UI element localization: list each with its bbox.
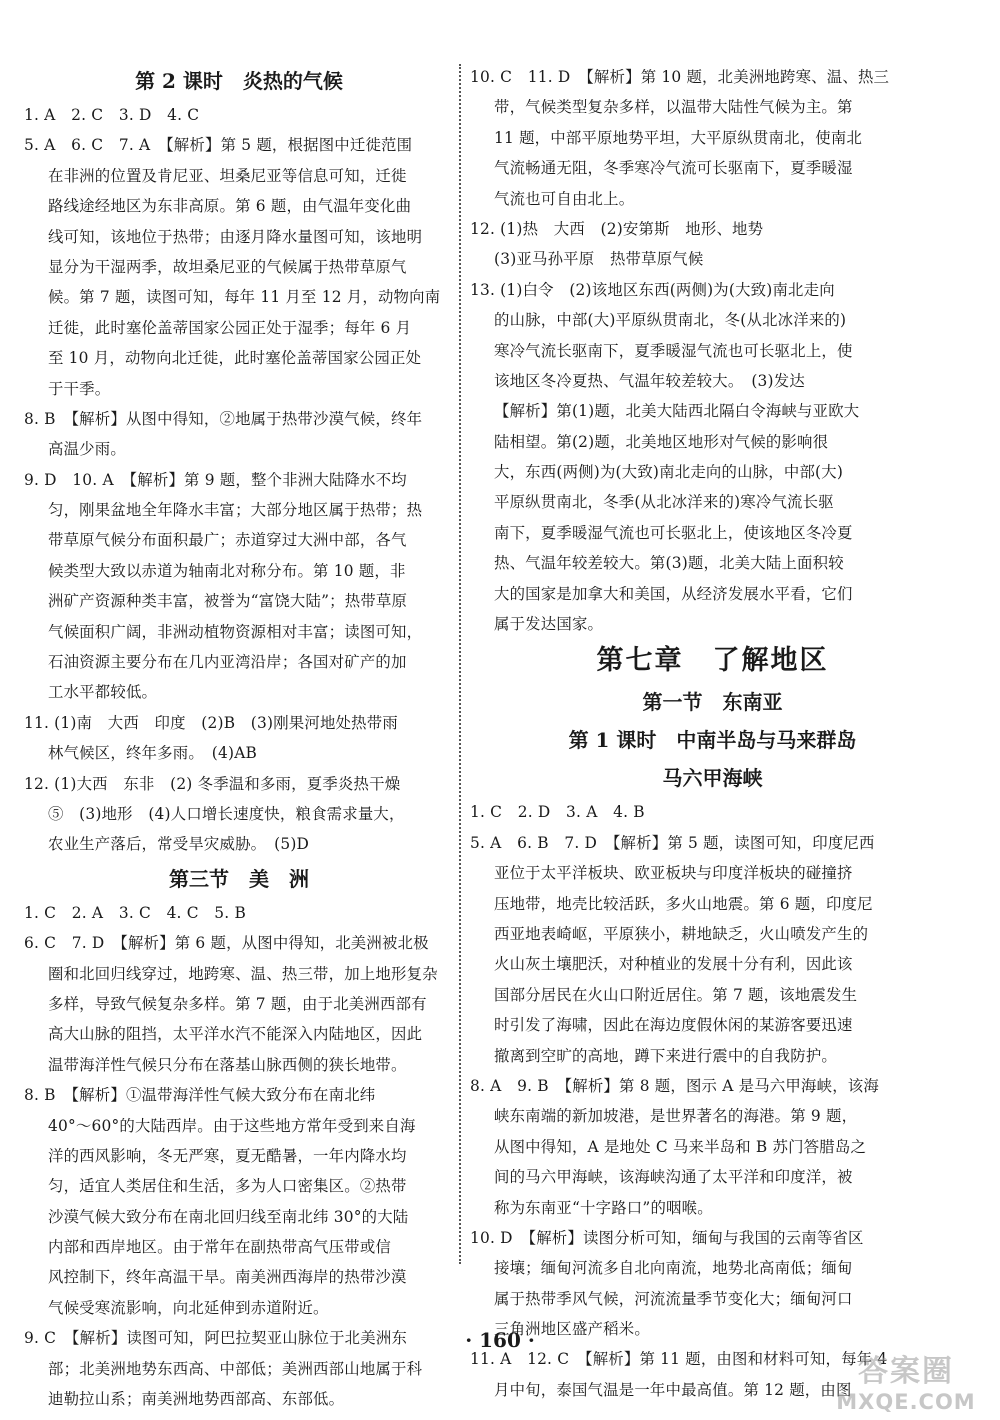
answer-line: 候。第 7 题，读图可知，每年 11 月至 12 月，动物向南 <box>48 288 441 307</box>
answer-line: 气候面积广阔，非洲动植物资源相对丰富；读图可知， <box>48 622 423 641</box>
page-number: · 160 · <box>465 1328 535 1352</box>
answer-line: 风控制下，终年高温干旱。南美洲西海岸的热带沙漠 <box>48 1268 407 1287</box>
answer-line: 气流也可自由北上。 <box>494 189 635 208</box>
answer-line: 属于发达国家。 <box>494 615 604 634</box>
answer-line: 西亚地表崎岖，平原狭小，耕地缺乏，火山喷发产生的 <box>494 924 869 943</box>
answer-line: 10. D 【解析】读图分析可知，缅甸与我国的云南等省区 <box>470 1228 864 1247</box>
answer-line: ⑤ (3)地形 (4)人口增长速度快，粮食需求量大， <box>48 804 405 823</box>
answer-line: 12. (1)热 大西 (2)安第斯 地形、地势 <box>470 219 764 238</box>
watermark-title: 答案圈 <box>858 1354 954 1389</box>
answer-line: 部；北美洲地势东西高、中部低；美洲西部山地属于科 <box>48 1359 423 1378</box>
answer-line: 多样，导致气候复杂多样。第 7 题，由于北美洲西部有 <box>48 994 427 1013</box>
answer-line: 间的马六甲海峡，该海峡沟通了太平洋和印度洋，被 <box>494 1168 853 1187</box>
answer-line: 匀，适宜人类居住和生活，多为人口密集区。②热带 <box>48 1177 407 1196</box>
answer-line: 12. (1)大西 东非 (2) 冬季温和多雨，夏季炎热干燥 <box>24 774 401 793</box>
answer-line: 高大山脉的阻挡，太平洋水汽不能深入内陆地区，因此 <box>48 1025 423 1044</box>
answer-line: 火山灰土壤肥沃，对种植业的发展十分有利，因此该 <box>494 955 853 974</box>
answer-line: 候类型大致以赤道为轴南北对称分布。第 10 题，非 <box>48 561 406 580</box>
answer-line: 工水平都较低。 <box>48 683 158 702</box>
answer-line: 三角洲地区盛产稻米。 <box>494 1320 650 1339</box>
answer-line: 显分为干湿两季，故坦桑尼亚的气候属于热带草原气 <box>48 257 407 276</box>
watermark-logo <box>820 1346 992 1414</box>
answer-line: 从图中得知，A 是地处 C 马来半岛和 B 苏门答腊岛之 <box>494 1137 867 1156</box>
left-column <box>24 62 454 1414</box>
answer-line: 1. A 2. C 3. D 4. C <box>24 106 200 124</box>
answer-line: (3)亚马孙平原 热带草原气候 <box>494 250 704 269</box>
answer-line: 迪勒拉山系；南美洲地势西部高、东部低。 <box>48 1390 345 1409</box>
answer-line: 11. (1)南 大西 印度 (2)B (3)刚果河地处热带雨 <box>24 713 398 732</box>
answer-line: 寒冷气流长驱南下，夏季暖湿气流也可长驱北上，使 <box>494 341 853 360</box>
answer-line: 【解析】第(1)题，北美大陆西北隔白令海峡与亚欧大 <box>494 402 860 421</box>
answer-line: 接壤；缅甸河流多自北向南流，地势北高南低；缅甸 <box>494 1259 853 1278</box>
answer-line: 路线途经地区为东非高原。第 6 题，由气温年变化曲 <box>48 197 412 216</box>
answer-line: 峡东南端的新加坡港，是世界著名的海港。第 9 题， <box>494 1107 858 1126</box>
section-heading: 第一节 东南亚 <box>642 690 783 715</box>
answer-line: 该地区冬冷夏热、气温年较差较大。 (3)发达 <box>494 371 805 390</box>
answer-line: 农业生产落后，常受旱灾威胁。 (5)D <box>48 835 310 854</box>
answer-line: 9. D 10. A 【解析】第 9 题，整个非洲大陆降水不均 <box>24 470 407 489</box>
answer-line: 8. B 【解析】①温带海洋性气候大致分布在南北纬 <box>24 1086 376 1105</box>
section-heading: 马六甲海峡 <box>662 766 763 791</box>
answer-line: 气候受寒流影响，向北延伸到赤道附近。 <box>48 1298 329 1317</box>
answer-line: 国部分居民在火山口附近居住。第 7 题，该地震发生 <box>494 985 858 1004</box>
chapter-heading: 第七章 了解地区 <box>596 645 829 677</box>
answer-line: 的山脉，中部(大)平原纵贯南北，冬(从北冰洋来的) <box>494 311 847 330</box>
section-heading: 第三节 美 洲 <box>169 866 309 891</box>
answer-line: 内部和西岸地区。由于常年在副热带高气压带或信 <box>48 1238 391 1257</box>
answer-line: 南下，夏季暖湿气流也可长驱北上，使该地区冬冷夏 <box>494 523 853 542</box>
answer-line: 林气候区，终年多雨。 (4)AB <box>48 744 258 763</box>
answer-line: 迁徙，此时塞伦盖蒂国家公园正处于湿季；每年 6 月 <box>48 318 412 337</box>
section-heading: 第 1 课时 中南半岛与马来群岛 <box>568 728 857 753</box>
column-divider <box>459 64 461 1264</box>
answer-line: 圈和北回归线穿过，地跨寒、温、热三带，加上地形复杂 <box>48 964 438 983</box>
answer-line: 月中旬，泰国气温是一年中最高值。第 12 题，由图 <box>494 1380 852 1399</box>
answer-line: 亚位于太平洋板块、欧亚板块与印度洋板块的碰撞挤 <box>494 864 853 883</box>
answer-line: 8. A 9. B 【解析】第 8 题，图示 A 是马六甲海峡，该海 <box>470 1076 879 1095</box>
answer-line: 时引发了海啸，因此在海边度假休闲的某游客要迅速 <box>494 1016 853 1035</box>
answer-line: 1. C 2. A 3. C 4. C 5. B <box>24 903 246 922</box>
answer-line: 10. C 11. D 【解析】第 10 题，北美洲地跨寒、温、热三 <box>470 68 890 86</box>
answer-line: 11 题，中部平原地势平坦，大平原纵贯南北，使南北 <box>494 128 863 147</box>
right-column <box>470 62 955 1405</box>
answer-line: 热、气温年较差较大。第(3)题，北美大陆上面积较 <box>494 554 844 573</box>
answer-line: 5. A 6. B 7. D 【解析】第 5 题，读图可知，印度尼西 <box>470 833 875 852</box>
answer-line: 洲矿产资源种类丰富，被誉为“富饶大陆”；热带草原 <box>48 592 408 611</box>
answer-line: 属于热带季风气候，河流流量季节变化大；缅甸河口 <box>494 1289 853 1308</box>
answer-line: 大，东西(两侧)为(大致)南北走向的山脉，中部(大) <box>494 463 844 482</box>
answer-line: 称为东南亚“十字路口”的咽喉。 <box>494 1198 713 1217</box>
answer-line: 13. (1)白令 (2)该地区东西(两侧)为(大致)南北走向 <box>470 280 835 299</box>
answer-line: 气流畅通无阻，冬季寒冷气流可长驱南下，夏季暖湿 <box>494 159 853 178</box>
answer-line: 匀，刚果盆地全年降水丰富；大部分地区属于热带；热 <box>48 501 423 520</box>
answer-line: 压地带，地壳比较活跃，多火山地震。第 6 题，印度尼 <box>494 894 873 913</box>
answer-line: 至 10 月，动物向北迁徙，此时塞伦盖蒂国家公园正处 <box>48 349 422 368</box>
answer-line: 平原纵贯南北，冬季(从北冰洋来的)寒冷气流长驱 <box>494 493 834 512</box>
answer-line: 9. C 【解析】读图可知，阿巴拉契亚山脉位于北美洲东 <box>24 1329 408 1348</box>
answer-line: 6. C 7. D 【解析】第 6 题，从图中得知，北美洲被北极 <box>24 934 429 953</box>
answer-line: 沙漠气候大致分布在南北回归线至南北纬 30°的大陆 <box>48 1207 409 1226</box>
answer-line: 5. A 6. C 7. A 【解析】第 5 题，根据图中迁徙范围 <box>24 136 413 155</box>
answer-line: 于干季。 <box>48 379 111 398</box>
answer-line: 1. C 2. D 3. A 4. B <box>470 803 645 822</box>
answer-line: 11. A 12. C 【解析】第 11 题，由图和材料可知，每年 4 <box>470 1350 888 1369</box>
answer-line: 线可知，该地位于热带；由逐月降水量图可知，该地明 <box>48 227 423 246</box>
answer-line: 大的国家是加拿大和美国，从经济发展水平看，它们 <box>494 584 853 603</box>
watermark-url: MXQE.COM <box>836 1390 976 1414</box>
answer-line: 温带海洋性气候只分布在落基山脉西侧的狭长地带。 <box>48 1055 407 1074</box>
answer-line: 带草原气候分布面积最广；赤道穿过大洲中部，各气 <box>48 531 407 550</box>
answer-line: 8. B 【解析】从图中得知，②地属于热带沙漠气候，终年 <box>24 409 423 428</box>
answer-line: 石油资源主要分布在几内亚湾沿岸；各国对矿产的加 <box>48 653 407 672</box>
answer-line: 40°～60°的大陆西岸。由于这些地方常年受到来自海 <box>48 1116 416 1135</box>
answer-line: 洋的西风影响，冬无严寒，夏无酷暑，一年内降水均 <box>48 1146 407 1165</box>
answer-line: 带，气候类型复杂多样，以温带大陆性气候为主。第 <box>494 98 853 117</box>
answer-line: 陆相望。第(2)题，北美地区地形对气候的影响很 <box>494 432 829 451</box>
section-heading: 第 2 课时 炎热的气候 <box>135 69 343 93</box>
answer-line: 撤离到空旷的高地，蹲下来进行震中的自我防护。 <box>494 1046 837 1065</box>
answer-line: 在非洲的位置及肯尼亚、坦桑尼亚等信息可知，迁徙 <box>48 166 407 185</box>
answer-line: 高温少雨。 <box>48 440 126 459</box>
